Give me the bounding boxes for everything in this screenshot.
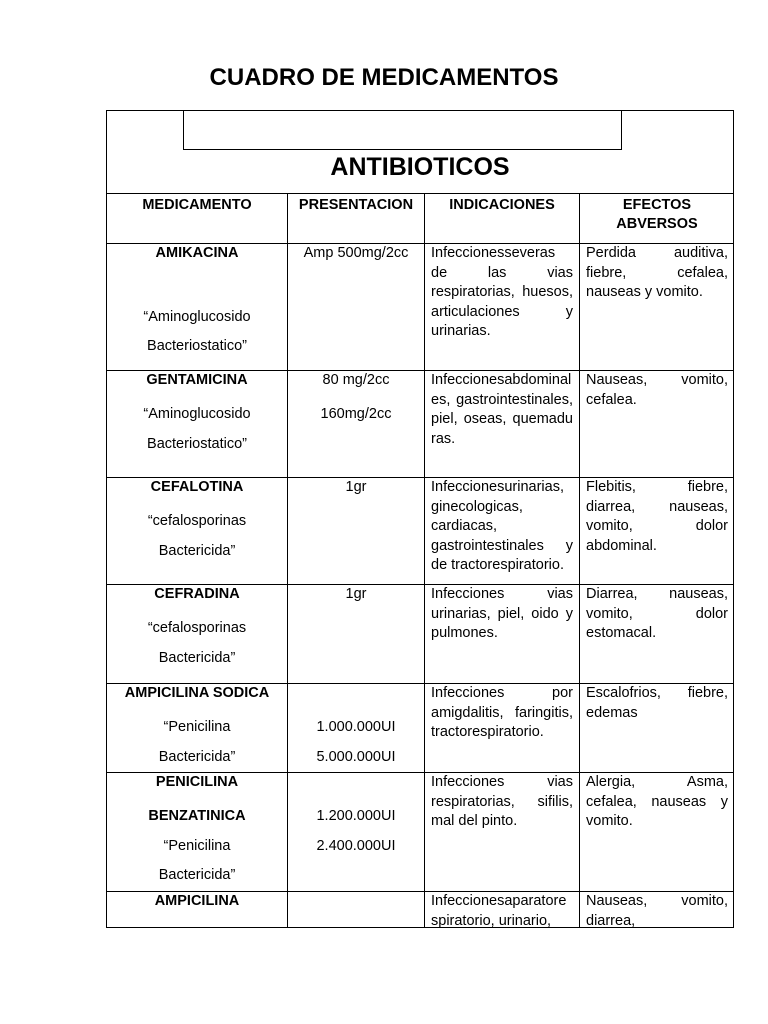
- presentation-value: 160mg/2cc: [320, 406, 392, 422]
- header-medicamento: MEDICAMENTO: [107, 194, 288, 244]
- drug-name: AMPICILINA: [154, 893, 240, 909]
- presentacion-cell: [288, 371, 425, 478]
- table-row: [107, 585, 735, 684]
- table-header-row: [107, 194, 735, 244]
- indicaciones-cell: Infeccionesurinarias, ginecologicas, cardiacas, gastrointestinales y de tractorespiratorio.: [425, 478, 580, 585]
- drug-action: Bactericida”: [158, 542, 236, 559]
- drug-action: Bacteriostatico”: [147, 435, 247, 452]
- page-title: CUADRO DE MEDICAMENTOS: [209, 64, 559, 91]
- presentation-value: 80 mg/2cc: [322, 372, 390, 388]
- header-presentacion: PRESENTACION: [288, 194, 425, 244]
- medicamento-cell: [107, 892, 288, 929]
- efectos-cell: Perdida auditiva, fiebre, cefalea, nauseas y vomito.: [580, 244, 735, 371]
- indicaciones-cell: Infecciones por amigdalitis, faringitis, tractorespiratorio.: [425, 684, 580, 773]
- drug-class: “Aminoglucosido: [143, 406, 251, 422]
- efectos-cell: Alergia, Asma, cefalea, nauseas y vomito.: [580, 773, 735, 892]
- drug-class: “cefalosporinas: [147, 513, 247, 529]
- drug-action: Bactericida”: [158, 748, 236, 765]
- presentation-value: 1gr: [345, 586, 367, 602]
- presentacion-cell: [288, 684, 425, 773]
- drug-name: GENTAMICINA: [146, 372, 248, 388]
- empty-title-box: [183, 110, 622, 150]
- presentation-value: 1.000.000UI: [316, 719, 396, 735]
- indicaciones-cell: Infeccionesabdominales, gastrointestinales, piel, oseas, quemaduras.: [425, 371, 580, 478]
- indicaciones-cell: Infeccionesaparatorespiratorio, urinario,: [425, 892, 580, 929]
- medication-table-container: [106, 110, 734, 928]
- indicaciones-cell: Infeccionesseveras de las vias respiratorias, huesos, articulaciones y urinarias.: [425, 244, 580, 371]
- indicaciones-cell: Infecciones vias respiratorias, sifilis, mal del pinto.: [425, 773, 580, 892]
- drug-class: “Penicilina: [163, 719, 231, 735]
- drug-name: PENICILINA: [155, 774, 239, 790]
- drug-name: AMPICILINA SODICA: [124, 685, 270, 701]
- drug-name: CEFRADINA: [154, 586, 240, 602]
- medicamento-cell: [107, 244, 288, 371]
- efectos-cell: Nauseas, vomito, diarrea,: [580, 892, 735, 929]
- section-title: ANTIBIOTICOS: [330, 153, 510, 181]
- presentacion-cell: [288, 585, 425, 684]
- presentation-value: 5.000.000UI: [316, 748, 396, 765]
- header-efectos: EFECTOS ABVERSOS: [580, 194, 735, 244]
- table-row: [107, 371, 735, 478]
- medicamento-cell: [107, 371, 288, 478]
- drug-class: “Aminoglucosido: [143, 308, 251, 325]
- drug-action: Bactericida”: [158, 649, 236, 666]
- drug-action: Bactericida”: [158, 867, 236, 883]
- efectos-cell: Diarrea, nauseas, vomito, dolor estomacal.: [580, 585, 735, 684]
- presentacion-cell: [288, 244, 425, 371]
- drug-action: Bacteriostatico”: [147, 338, 247, 354]
- efectos-cell: Flebitis, fiebre, diarrea, nauseas, vomito, dolor abdominal.: [580, 478, 735, 585]
- medicamento-cell: [107, 684, 288, 773]
- efectos-cell: Escalofrios, fiebre, edemas: [580, 684, 735, 773]
- table-row: [107, 892, 735, 929]
- drug-name: CEFALOTINA: [150, 479, 244, 495]
- table-row: [107, 244, 735, 371]
- medicamento-cell: [107, 478, 288, 585]
- table-row: [107, 773, 735, 892]
- table-row: [107, 478, 735, 585]
- presentation-value: 2.400.000UI: [316, 837, 396, 854]
- indicaciones-cell: Infecciones vias urinarias, piel, oido y pulmones.: [425, 585, 580, 684]
- presentacion-cell: [288, 478, 425, 585]
- medicamento-cell: [107, 773, 288, 892]
- presentation-value: 1.200.000UI: [316, 808, 396, 824]
- drug-name-line2: BENZATINICA: [148, 808, 246, 824]
- drug-name: AMIKACINA: [155, 245, 239, 261]
- presentacion-cell: [288, 773, 425, 892]
- medication-table: [106, 193, 734, 928]
- drug-class: “Penicilina: [163, 837, 231, 854]
- presentation-value: 1gr: [345, 479, 367, 495]
- medicamento-cell: [107, 585, 288, 684]
- header-indicaciones: INDICACIONES: [425, 194, 580, 244]
- drug-class: “cefalosporinas: [147, 620, 247, 636]
- efectos-cell: Nauseas, vomito, cefalea.: [580, 371, 735, 478]
- presentation-value: Amp 500mg/2cc: [303, 245, 409, 261]
- table-row: [107, 684, 735, 773]
- presentacion-cell: [288, 892, 425, 929]
